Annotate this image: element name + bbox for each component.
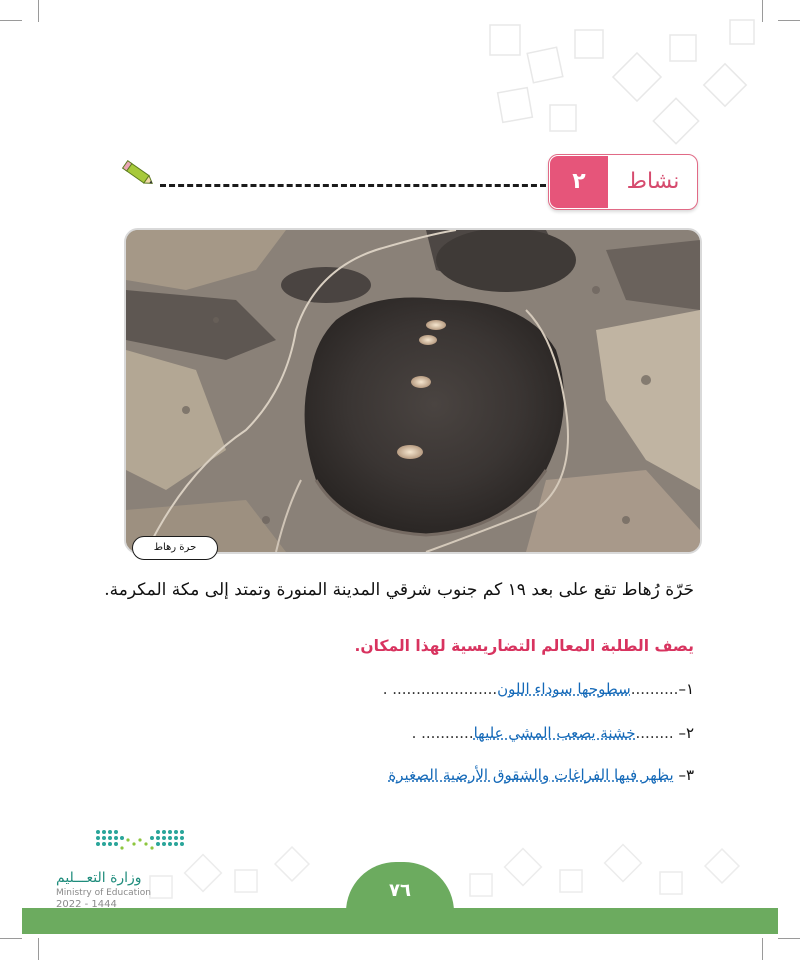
answer-lead-dots: .......... (630, 680, 679, 698)
page-number: ٧٦ (346, 862, 454, 912)
answer-item-3 (94, 766, 694, 784)
activity-label: نشاط (626, 169, 680, 194)
dashed-divider (160, 184, 546, 187)
ministry-logo-icon (92, 826, 188, 862)
answer-number: ١– (678, 680, 694, 698)
volcanic-field-photo (124, 228, 702, 554)
answer-number: ٣– (678, 766, 694, 784)
task-instruction: يصف الطلبة المعالم التضاريسية لهذا المكان. (354, 637, 694, 655)
edition-year: 2022 - 1444 (56, 899, 117, 910)
activity-header (548, 154, 698, 210)
description-paragraph: حَرّة رُهاط تقع على بعد ١٩ كم جنوب شرقي المدينة المنورة وتمتد إلى مكة المكرمة. (104, 580, 694, 600)
crop-mark (778, 938, 800, 939)
crop-mark (38, 0, 39, 22)
ministry-name-arabic: وزارة التعـــليم (56, 870, 142, 886)
answer-tail-dots: ...................... . (382, 680, 498, 698)
answer-number: ٢– (678, 724, 694, 742)
decorative-squares-bottom (140, 840, 780, 908)
answer-text: يظهر فيها الفراغات والشقوق الأرضية الصغيرة (388, 766, 674, 784)
answer-text: خشنة يصعب المشي عليها (473, 724, 636, 742)
activity-number: ٢ (550, 156, 608, 208)
pencil-icon (120, 158, 156, 190)
crop-mark (0, 20, 22, 21)
photo-caption: حرة رهاط (132, 536, 218, 560)
answer-lead-dots: ........ (635, 724, 679, 742)
crop-mark (0, 938, 22, 939)
crop-mark (778, 20, 800, 21)
ministry-name-english: Ministry of Education (56, 888, 151, 898)
answer-text: سطوحها سوداء اللون (497, 680, 631, 698)
aerial-landscape-image (126, 230, 700, 552)
answer-item-2 (94, 724, 694, 742)
decorative-squares (470, 10, 780, 150)
crop-mark (38, 938, 39, 960)
crop-mark (762, 938, 763, 960)
answer-tail-dots: ........... . (411, 724, 474, 742)
answer-item-1 (94, 680, 694, 698)
